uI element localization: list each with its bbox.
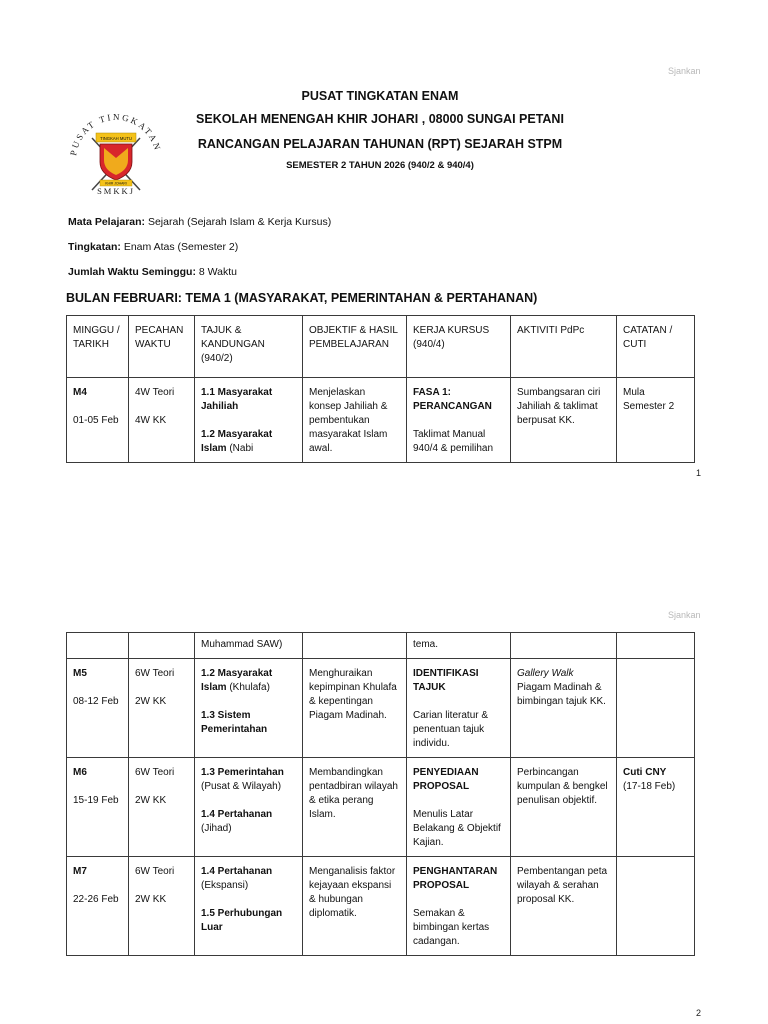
col-header-activity: AKTIVITI PdPc [511,316,617,378]
cell-topic: 1.2 Masyarakat Islam (Khulafa) 1.3 Sistem Pemerintahan [195,659,303,758]
cell-activity: Perbincangan kumpulan & bengkel penulisan objektif. [511,758,617,857]
svg-text:KHIR JOHARI: KHIR JOHARI [105,181,127,186]
cell-topic: 1.1 Masyarakat Jahiliah 1.2 Masyarakat Islam (Nabi [195,378,303,463]
logo-ring-text: PUSAT TINGKATAN [68,111,164,157]
cell-coursework: IDENTIFIKASI TAJUK Carian literatur & penentuan tajuk individu. [407,659,511,758]
cell-time: 6W Teori 2W KK [129,857,195,956]
cell-week: M7 22-26 Feb [67,857,129,956]
table-row-continued [67,633,695,659]
watermark-top: Sjankan [668,66,701,76]
table-header-row [67,316,695,378]
plan-table-page-2 [66,632,695,956]
cell-objective: Menghuraikan kepimpinan Khulafa & kepentingan Piagam Madinah. [303,659,407,758]
cell-coursework: FASA 1: PERANCANGAN Taklimat Manual 940/4 & pemilihan [407,378,511,463]
cell-time: 6W Teori 2W KK [129,758,195,857]
watermark-page-2: Sjankan [668,610,701,620]
cell-objective: Menjelaskan konsep Jahiliah & pembentukan masyarakat Islam awal. [303,378,407,463]
cell-coursework: PENGHANTARAN PROPOSAL Semakan & bimbingan kertas cadangan. [407,857,511,956]
cell-coursework-continued: tema. [407,633,511,659]
cell-activity: Pembentangan peta wilayah & serahan proposal KK. [511,857,617,956]
cell-time: 4W Teori 4W KK [129,378,195,463]
page-number-1: 1 [696,468,702,478]
page-number-2: 2 [696,1008,702,1018]
cell-week: M5 08-12 Feb [67,659,129,758]
meta-hours: Jumlah Waktu Seminggu: 8 Waktu [68,266,238,278]
cell-activity: Sumbangsaran ciri Jahiliah & taklimat berpusat KK. [511,378,617,463]
header-line-3: RANCANGAN PELAJARAN TAHUNAN (RPT) SEJARAH STPM [197,137,563,151]
cell-coursework: PENYEDIAAN PROPOSAL Menulis Latar Belakang & Objektif Kajian. [407,758,511,857]
cell-objective: Membandingkan pentadbiran wilayah & etika perang Islam. [303,758,407,857]
section-title: BULAN FEBRUARI: TEMA 1 (MASYARAKAT, PEMERINTAHAN & PERTAHANAN) [66,291,538,305]
col-header-topic: TAJUK & KANDUNGAN (940/2) [195,316,303,378]
cell-note: Cuti CNY (17-18 Feb) [617,758,695,857]
col-header-objective: OBJEKTIF & HASIL PEMBELAJARAN [303,316,407,378]
meta-subject: Mata Pelajaran: Sejarah (Sejarah Islam & Kerja Kursus) [68,216,332,228]
cell-topic-continued: Muhammad SAW) [195,633,303,659]
table-row [67,758,695,857]
header-line-2: SEKOLAH MENENGAH KHIR JOHARI , 08000 SUNGAI PETANI [196,112,564,126]
school-logo [62,98,170,202]
header-line-4: SEMESTER 2 TAHUN 2026 (940/2 & 940/4) [286,160,474,171]
table-row [67,378,695,463]
meta-form: Tingkatan: Enam Atas (Semester 2) [68,241,239,253]
logo-bottom-text: SMKKJ [97,186,135,196]
header-line-1: PUSAT TINGKATAN ENAM [301,89,459,103]
logo-banner-text: TINGKAH MUTU [100,136,132,141]
cell-topic: 1.4 Pertahanan (Ekspansi) 1.5 Perhubungan Luar [195,857,303,956]
cell-objective: Menganalisis faktor kejayaan ekspansi & hubungan diplomatik. [303,857,407,956]
cell-time: 6W Teori 2W KK [129,659,195,758]
cell-note [617,659,695,758]
cell-activity: Gallery Walk Piagam Madinah & bimbingan tajuk KK. [511,659,617,758]
cell-note [617,857,695,956]
table-row [67,659,695,758]
col-header-week: MINGGU / TARIKH [67,316,129,378]
cell-topic: 1.3 Pemerintahan (Pusat & Wilayah) 1.4 Pertahanan (Jihad) [195,758,303,857]
col-header-coursework: KERJA KURSUS (940/4) [407,316,511,378]
col-header-time: PECAHAN WAKTU [129,316,195,378]
table-row [67,857,695,956]
cell-week: M4 01-05 Feb [67,378,129,463]
cell-note: Mula Semester 2 [617,378,695,463]
cell-week: M6 15-19 Feb [67,758,129,857]
plan-table-page-1 [66,315,695,463]
col-header-note: CATATAN / CUTI [617,316,695,378]
